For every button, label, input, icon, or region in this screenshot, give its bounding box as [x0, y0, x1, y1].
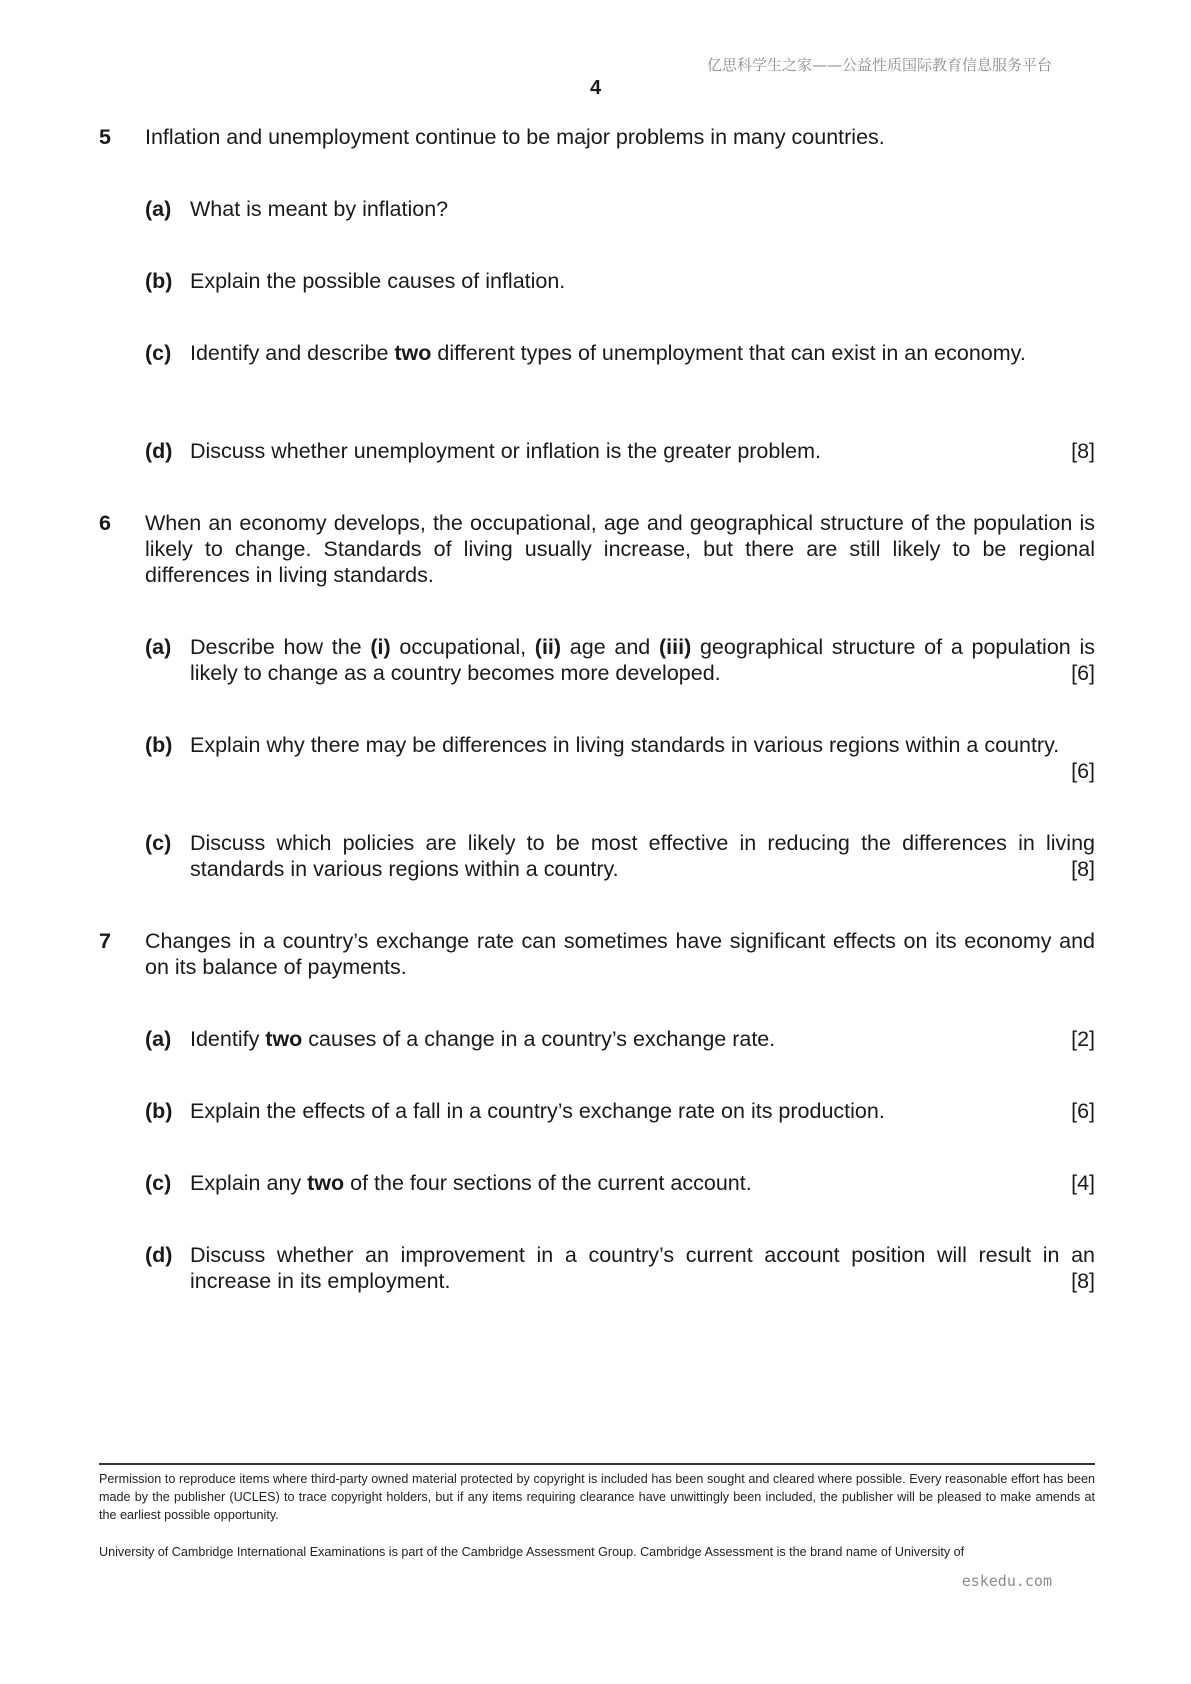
- question-7-part-c: [99, 1170, 1095, 1196]
- footer-watermark: eskedu.com: [961, 1572, 1052, 1590]
- question-number: 6: [99, 511, 111, 535]
- part-label: (c): [145, 1171, 172, 1195]
- part-text: Discuss which policies are likely to be most effective in reducing the differences in living standards in various regions within a country. [8]: [190, 831, 1095, 881]
- part-label: (d): [145, 1243, 173, 1267]
- mark-allocation: [6]: [1071, 661, 1095, 685]
- part-label: (b): [145, 1099, 173, 1123]
- part-label: (a): [145, 635, 172, 659]
- mark-allocation: [8]: [1071, 857, 1095, 881]
- part-text: [4] Explain any two of the four sections of the current account.: [190, 1171, 1095, 1195]
- mark-allocation: [8]: [1071, 1269, 1095, 1293]
- page-number: 4: [589, 77, 602, 99]
- question-number: 7: [99, 929, 111, 953]
- part-label: (b): [145, 269, 173, 293]
- question-5: [99, 124, 1095, 464]
- part-text: Identify and describe two different types of unemployment that can exist in an economy.: [190, 341, 1026, 365]
- question-5-part-c: [99, 340, 1095, 366]
- part-label: (a): [145, 197, 172, 221]
- question-5-part-b: [99, 268, 1095, 294]
- copyright-permission: Permission to reproduce items where third-party owned material protected by copyright is included has been sought and cleared where possible. Every reasonable effort has been made by the publisher (UCLES) to trace copyright holders, but if any items requiring clearance have unwittingly been included, the publisher will be pleased to make amends at the earliest possible opportunity.: [99, 1472, 1095, 1522]
- question-7-part-a: [99, 1026, 1095, 1052]
- questions: [99, 124, 1095, 1294]
- part-text: [6] Explain the effects of a fall in a country’s exchange rate on its production.: [190, 1099, 1095, 1123]
- question-text: Inflation and unemployment continue to be major problems in many countries.: [145, 125, 885, 149]
- part-label: (c): [145, 831, 172, 855]
- part-text: Discuss whether an improvement in a country’s current account position will result in an increase in its employment. [8]: [190, 1243, 1095, 1293]
- part-label: (d): [145, 439, 173, 463]
- question-6-part-a: [99, 634, 1095, 686]
- mark-allocation: [6]: [1071, 1099, 1095, 1123]
- question-5-part-a: [99, 196, 1095, 222]
- part-label: (a): [145, 1027, 172, 1051]
- part-label: (b): [145, 733, 173, 757]
- header-watermark: 亿思科学生之家——公益性质国际教育信息服务平台: [706, 56, 1052, 74]
- mark-allocation: [4]: [1071, 1171, 1095, 1195]
- question-7-part-d: [99, 1242, 1095, 1294]
- question-6-part-c: [99, 830, 1095, 882]
- part-text: Describe how the (i) occupational, (ii) age and (iii) geographical structure of a population is likely to change as a country becomes more developed. [6]: [190, 635, 1095, 685]
- part-text: [8] Discuss whether unemployment or inflation is the greater problem.: [190, 439, 1095, 463]
- part-label: (c): [145, 341, 172, 365]
- question-text: When an economy develops, the occupational, age and geographical structure of the population is likely to change. Standards of living usually increase, but there are still likely to be regional differences in living standards.: [145, 511, 1095, 587]
- part-text: Explain the possible causes of inflation.: [190, 269, 566, 293]
- question-7: [99, 928, 1095, 1294]
- cambridge-notice: University of Cambridge International Examinations is part of the Cambridge Assessment Group. Cambridge Assessment is the brand name of University of: [99, 1545, 965, 1559]
- footer-divider: [99, 1463, 1095, 1465]
- mark-allocation: [2]: [1071, 1027, 1095, 1051]
- question-number: 5: [99, 125, 111, 149]
- question-text: Changes in a country’s exchange rate can sometimes have significant effects on its economy and on its balance of payments.: [145, 929, 1095, 979]
- mark-allocation: [6]: [1071, 759, 1095, 783]
- part-text: Explain why there may be differences in living standards in various regions within a country.: [190, 733, 1060, 757]
- question-6-part-b: [99, 732, 1095, 784]
- mark-allocation: [8]: [1071, 439, 1095, 463]
- question-7-part-b: [99, 1098, 1095, 1124]
- part-text: What is meant by inflation?: [190, 197, 449, 221]
- question-5-part-d: [99, 438, 1095, 464]
- question-6: [99, 510, 1095, 882]
- part-text: [2] Identify two causes of a change in a country’s exchange rate.: [190, 1027, 1095, 1051]
